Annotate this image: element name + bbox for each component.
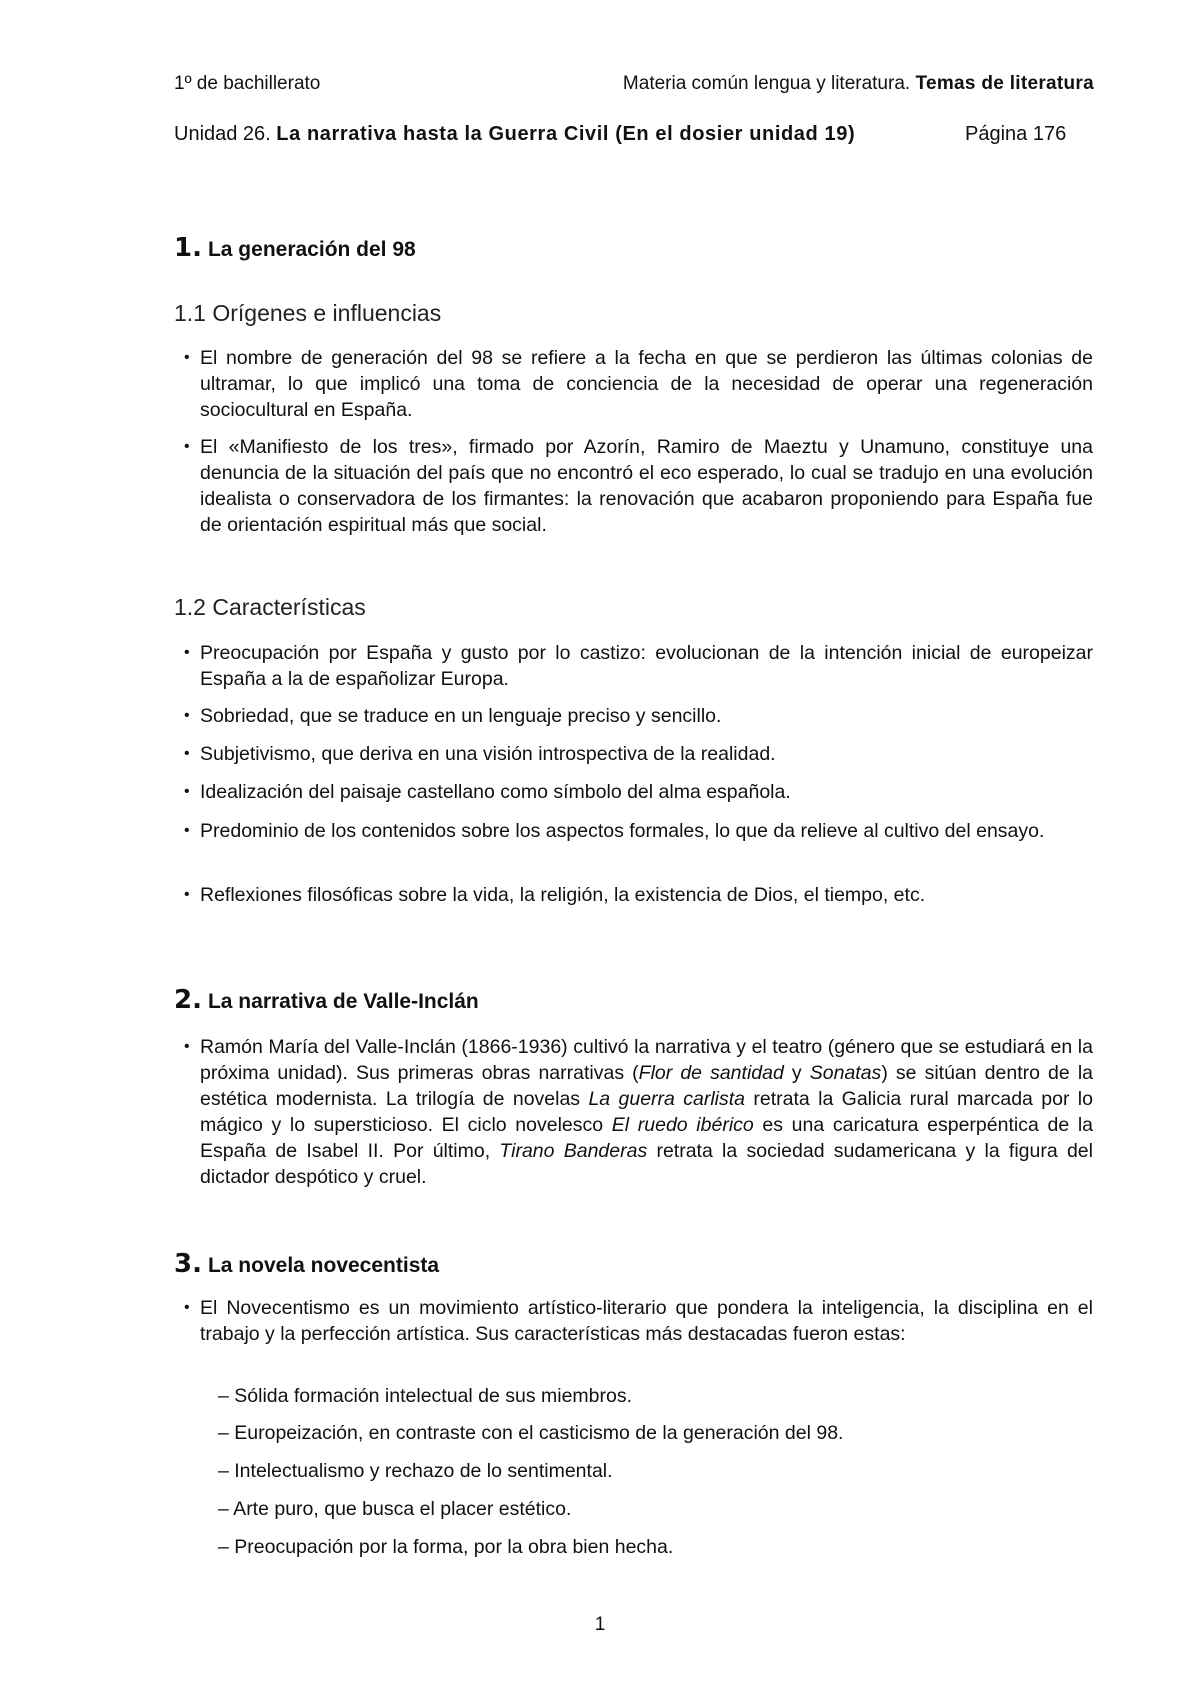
subject-label bbox=[623, 72, 1094, 96]
subject-topic: Temas de literatura bbox=[915, 73, 1094, 94]
section-2-paragraph bbox=[184, 1034, 1094, 1190]
work-title: El ruedo ibérico bbox=[611, 1114, 754, 1136]
list-item bbox=[184, 345, 1093, 423]
bullet-icon: • bbox=[184, 349, 190, 366]
list-item bbox=[184, 703, 1093, 729]
unit-prefix: Unidad 26. bbox=[174, 123, 277, 145]
list-item-text: Predominio de los contenidos sobre los aspectos formales, lo que da relieve al cultivo del ensayo. bbox=[200, 820, 1045, 842]
section-1-title bbox=[174, 233, 416, 263]
section-3-title bbox=[174, 1249, 439, 1279]
paragraph-text: retrata la Galicia rural marcada por lo mágico y lo supersticioso. El ciclo novelesco bbox=[200, 1088, 1093, 1136]
unit-title: La narrativa hasta la Guerra Civil (En el dosier unidad 19) bbox=[276, 123, 856, 145]
bullet-icon: • bbox=[184, 1038, 190, 1055]
section-3-heading: La novela novecentista bbox=[207, 1254, 440, 1277]
list-item-text: Reflexiones filosóficas sobre la vida, la religión, la existencia de Dios, el tiempo, etc. bbox=[200, 884, 926, 906]
course-label: 1º de bachillerato bbox=[174, 73, 321, 94]
work-title: La guerra carlista bbox=[588, 1088, 746, 1110]
paragraph-text: Ramón María del Valle-Inclán (1866-1936) cultivó la narrativa y el teatro (género que se estudiará en la próxima unidad). Sus primeras obras narrativas ( bbox=[200, 1036, 1093, 1084]
subsection-1-2-title: 1.2 Características bbox=[174, 594, 366, 620]
list-item-text: Subjetivismo, que deriva en una visión introspectiva de la realidad. bbox=[200, 743, 776, 765]
dash-item: – Europeización, en contraste con el casticismo de la generación del 98. bbox=[218, 1422, 844, 1444]
paragraph-text: ) se sitúan dentro de la estética modernista. La trilogía de novelas bbox=[200, 1062, 1094, 1110]
page-number: 1 bbox=[594, 1614, 606, 1635]
section-2-title bbox=[174, 985, 479, 1015]
bullet-icon: • bbox=[184, 886, 190, 903]
section-2-heading: La narrativa de Valle-Inclán bbox=[207, 990, 479, 1013]
list-item bbox=[184, 1295, 1093, 1347]
bullet-icon: • bbox=[184, 783, 190, 800]
section-1-number: 1. bbox=[174, 233, 202, 263]
list-item bbox=[184, 741, 1093, 767]
dash-item: – Intelectualismo y rechazo de lo sentimental. bbox=[218, 1460, 613, 1482]
paragraph-text: es una caricatura esperpéntica de la España de Isabel II. Por último, bbox=[200, 1114, 1093, 1162]
list-item-text: Preocupación por España y gusto por lo castizo: evolucionan de la intención inicial de europeizar España a la de españolizar Europa. bbox=[200, 642, 1093, 690]
paragraph-text: retrata la sociedad sudamericana y la figura del dictador despótico y cruel. bbox=[200, 1140, 1093, 1188]
list-item-text: El nombre de generación del 98 se refiere a la fecha en que se perdieron las últimas colonias de ultramar, lo que implicó una toma de conciencia de la necesidad de operar una regeneración sociocultural en España. bbox=[200, 347, 1093, 421]
dash-item: – Preocupación por la forma, por la obra bien hecha. bbox=[218, 1536, 674, 1558]
list-item-text: Idealización del paisaje castellano como símbolo del alma española. bbox=[200, 781, 791, 803]
subject-prefix: Materia común lengua y literatura. bbox=[622, 73, 916, 94]
work-title: Sonatas bbox=[809, 1062, 882, 1084]
unit-title-line bbox=[174, 122, 855, 146]
bullet-icon: • bbox=[184, 1299, 190, 1316]
dash-item: – Arte puro, que busca el placer estético. bbox=[218, 1498, 572, 1520]
list-item bbox=[184, 882, 1093, 908]
subsection-1-1-title: 1.1 Orígenes e influencias bbox=[174, 300, 442, 326]
list-item bbox=[184, 640, 1093, 692]
list-item-text: El «Manifiesto de los tres», firmado por Azorín, Ramiro de Maeztu y Unamuno, constituye una denuncia de la situación del país que no encontró el eco esperado, lo cual se tradujo en una evolución idealista o conservadora de los firmantes: la renovación que acabaron proponiendo para España fue de orientación espiritual más que social. bbox=[200, 436, 1093, 536]
list-item-text: El Novecentismo es un movimiento artístico-literario que pondera la inteligencia, la disciplina en el trabajo y la perfección artística. Sus características más destacadas fueron estas: bbox=[200, 1297, 1093, 1345]
section-2-number: 2. bbox=[174, 985, 202, 1015]
bullet-icon: • bbox=[184, 438, 190, 455]
bullet-icon: • bbox=[184, 644, 190, 661]
bullet-icon: • bbox=[184, 822, 190, 839]
section-1-heading: La generación del 98 bbox=[207, 238, 416, 261]
list-item bbox=[184, 434, 1093, 538]
paragraph-text: y bbox=[783, 1062, 810, 1084]
bullet-icon: • bbox=[184, 707, 190, 724]
dash-item: – Sólida formación intelectual de sus miembros. bbox=[218, 1385, 633, 1407]
bullet-icon: • bbox=[184, 745, 190, 762]
list-item bbox=[184, 818, 1093, 844]
page-reference: Página 176 bbox=[965, 123, 1067, 145]
section-3-number: 3. bbox=[174, 1249, 202, 1279]
work-title: Flor de santidad bbox=[638, 1062, 784, 1084]
list-item-text: Sobriedad, que se traduce en un lenguaje preciso y sencillo. bbox=[200, 705, 722, 727]
list-item bbox=[184, 779, 1093, 805]
work-title: Tirano Banderas bbox=[499, 1140, 648, 1162]
